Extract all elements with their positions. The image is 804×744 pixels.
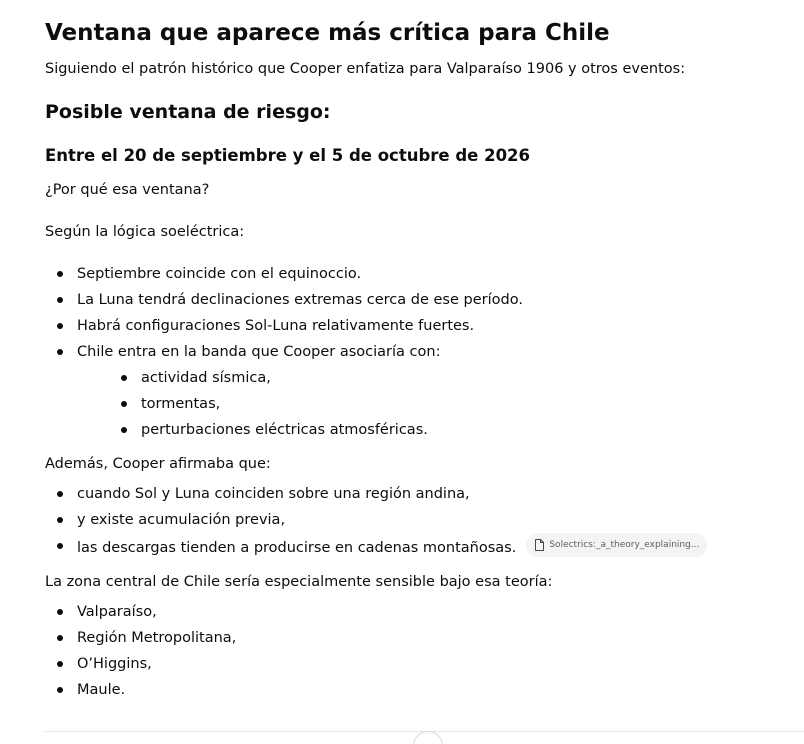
list-item-text: Chile entra en la banda que Cooper asociaría con: xyxy=(77,344,441,360)
list-item xyxy=(45,339,523,443)
citation-label: Solectrics:_a_theory_explaining... xyxy=(549,540,700,550)
list-item-text: las descargas tienden a producirse en cadenas montañosas. xyxy=(77,540,517,556)
list-item: Habrá configuraciones Sol-Luna relativamente fuertes. xyxy=(45,313,523,339)
cooper-claim-list xyxy=(45,481,707,561)
list-item xyxy=(45,533,707,561)
list-item: actividad sísmica, xyxy=(77,365,523,391)
list-item: O’Higgins, xyxy=(45,651,236,677)
intro-text: Siguiendo el patrón histórico que Cooper enfatiza para Valparaíso 1906 y otros eventos: xyxy=(45,61,686,77)
list-item: cuando Sol y Luna coinciden sobre una región andina, xyxy=(45,481,707,507)
list-item: perturbaciones eléctricas atmosféricas. xyxy=(77,417,523,443)
list-item: Valparaíso, xyxy=(45,599,236,625)
list-item: Septiembre coincide con el equinoccio. xyxy=(45,261,523,287)
logic-label: Según la lógica soeléctrica: xyxy=(45,224,245,240)
logic-list xyxy=(45,261,523,443)
document-icon xyxy=(534,539,545,551)
cooper-band-list xyxy=(77,365,523,443)
risk-window-heading: Posible ventana de riesgo: xyxy=(45,101,331,123)
list-item: y existe acumulación previa, xyxy=(45,507,707,533)
zone-label: La zona central de Chile sería especialmente sensible bajo esa teoría: xyxy=(45,574,553,590)
scroll-down-button[interactable] xyxy=(413,731,443,744)
why-question: ¿Por qué esa ventana? xyxy=(45,182,210,198)
cooper-claim-label: Además, Cooper afirmaba que: xyxy=(45,456,271,472)
source-citation-chip[interactable] xyxy=(526,533,707,557)
zone-list xyxy=(45,599,236,703)
list-item: tormentas, xyxy=(77,391,523,417)
response-heading: Ventana que aparece más crítica para Chile xyxy=(45,20,610,46)
list-item: La Luna tendrá declinaciones extremas cerca de ese período. xyxy=(45,287,523,313)
list-item: Región Metropolitana, xyxy=(45,625,236,651)
risk-window-range: Entre el 20 de septiembre y el 5 de octubre de 2026 xyxy=(45,146,531,165)
list-item: Maule. xyxy=(45,677,236,703)
